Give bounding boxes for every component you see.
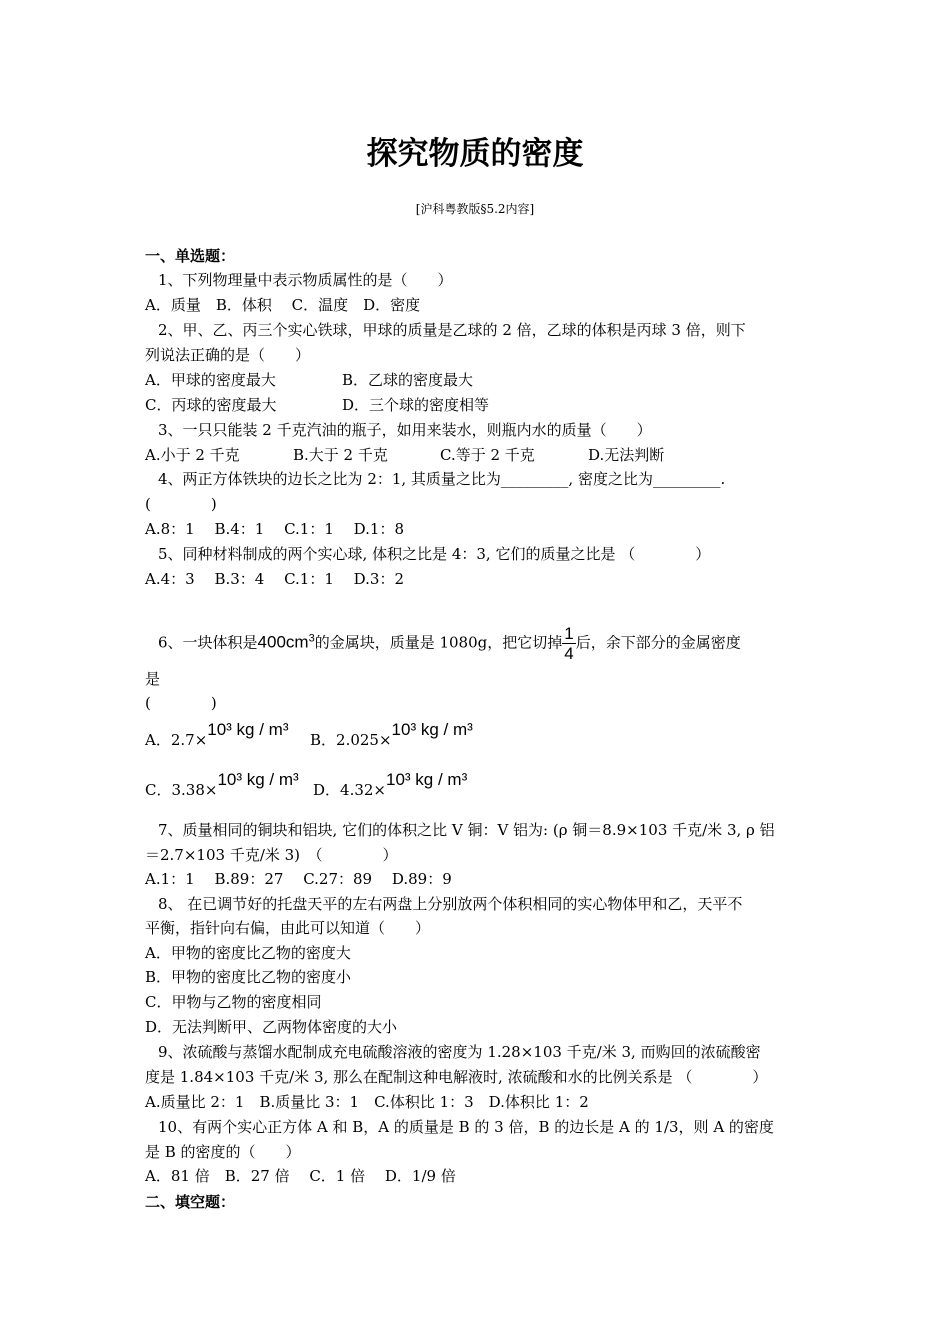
q8-option-b: B．甲物的密度比乙物的密度小 (145, 968, 352, 986)
q6-volume: 400cm (257, 632, 309, 652)
q3-option-b: B.大于 2 千克 (293, 446, 388, 464)
q8-stem: 8、 在已调节好的托盘天平的左右两盘上分别放两个体积相同的实心物体甲和乙，天平不 (158, 895, 743, 913)
q6-stem-cont: 是 (145, 670, 161, 688)
q9-options: A.质量比 2：1 B.质量比 3：1 C.体积比 1：3 D.体积比 1：2 (145, 1093, 589, 1111)
q6-stem-mid: 的金属块，质量是 1080g，把它切掉 (314, 633, 563, 652)
q2-option-a: A．甲球的密度最大 (145, 371, 276, 389)
q6-option-d (313, 770, 468, 800)
q2-option-d: D．三个球的密度相等 (342, 396, 490, 414)
q6-option-a-unit: 10³ kg / m³ (207, 720, 289, 739)
q3-option-d: D.无法判断 (588, 446, 665, 464)
q6-stem-pre: 6、一块体积是 (158, 633, 258, 652)
page-title: 探究物质的密度 (366, 136, 584, 172)
q2-stem-cont: 列说法正确的是（ ） (145, 346, 311, 364)
q6-option-b-value: B．2.025× (310, 731, 392, 749)
q6-option-c-value: C．3.38× (145, 781, 218, 799)
q4-answer-bracket: ( ) (145, 495, 217, 513)
q6-answer-bracket: ( ) (145, 694, 217, 712)
page-subtitle: [沪科粤教版§5.2内容] (415, 202, 535, 216)
q6-volume-exponent: 3 (308, 632, 315, 645)
q6-fraction-numerator: 1 (564, 624, 574, 643)
q3-option-c: C.等于 2 千克 (440, 446, 535, 464)
q8-stem-cont: 平衡，指针向右偏，由此可以知道（ ） (145, 919, 431, 937)
q2-option-b: B．乙球的密度最大 (342, 371, 474, 389)
q6-stem-post: 后，余下部分的金属密度 (575, 633, 741, 652)
q6-fraction-denominator: 4 (564, 644, 574, 663)
q6-fraction (562, 624, 575, 663)
q8-option-a: A．甲物的密度比乙物的密度大 (145, 944, 351, 962)
q10-stem: 10、有两个实心正方体 A 和 B，A 的质量是 B 的 3 倍，B 的边长是 A 的 1/3，则 A 的密度 (158, 1118, 774, 1136)
q6-option-b-unit: 10³ kg / m³ (391, 720, 473, 739)
q4-options: A.8：1 B.4：1 C.1：1 D.1：8 (145, 520, 405, 538)
q2-stem: 2、甲、乙、丙三个实心铁球，甲球的质量是乙球的 2 倍，乙球的体积是丙球 3 倍，则下 (158, 321, 746, 339)
q3-stem: 3、一只只能装 2 千克汽油的瓶子，如用来装水，则瓶内水的质量（ ） (158, 421, 652, 439)
q3-option-a: A.小于 2 千克 (145, 446, 240, 464)
q7-options: A.1：1 B.89：27 C.27：89 D.89：9 (145, 870, 452, 888)
section-heading-fill-in: 二、填空题： (145, 1193, 236, 1211)
q9-stem: 9、浓硫酸与蒸馏水配制成充电硫酸溶液的密度为 1.28×103 千克/米 3, 而购回的浓硫酸密 (158, 1043, 761, 1061)
q6-option-d-value: D．4.32× (313, 781, 386, 799)
q6-option-c-unit: 10³ kg / m³ (217, 770, 299, 789)
q5-options: A.4：3 B.3：4 C.1：1 D.3：2 (145, 570, 405, 588)
q7-stem-cont: ＝2.7×103 千克/米 3) （ ） (145, 846, 398, 864)
q1-stem: 1、下列物理量中表示物质属性的是（ ） (158, 271, 453, 289)
q8-option-c: C．甲物与乙物的密度相同 (145, 993, 322, 1011)
q5-stem: 5、同种材料制成的两个实心球, 体积之比是 4：3, 它们的质量之比是 （ ） (158, 545, 711, 563)
q8-option-d: D．无法判断甲、乙两物体密度的大小 (145, 1018, 398, 1036)
q10-options: A．81 倍 B．27 倍 C．1 倍 D．1/9 倍 (145, 1167, 456, 1185)
q6-option-a (145, 720, 289, 750)
q4-stem: 4、两正方体铁块的边长之比为 2：1, 其质量之比为_________, 密度之比为_________. (158, 470, 726, 488)
q6-option-d-unit: 10³ kg / m³ (386, 770, 468, 789)
q9-stem-cont: 度是 1.84×103 千克/米 3, 那么在配制这种电解液时, 浓硫酸和水的比例关系是 （ ） (145, 1068, 768, 1086)
q6-option-b (310, 720, 473, 750)
q10-stem-cont: 是 B 的密度的（ ） (145, 1143, 301, 1161)
q7-stem: 7、质量相同的铜块和铝块, 它们的体积之比 V 铜：V 铝为: (ρ 铜＝8.9×103 千克/米 3, ρ 铝 (158, 821, 775, 839)
q2-option-c: C．丙球的密度最大 (145, 396, 277, 414)
q6-option-c (145, 770, 299, 800)
q1-options: A．质量 B．体积 C．温度 D．密度 (145, 296, 421, 314)
q6-option-a-value: A．2.7× (145, 731, 208, 749)
q6-stem (158, 624, 741, 663)
section-heading-single-choice: 一、单选题： (145, 247, 236, 265)
